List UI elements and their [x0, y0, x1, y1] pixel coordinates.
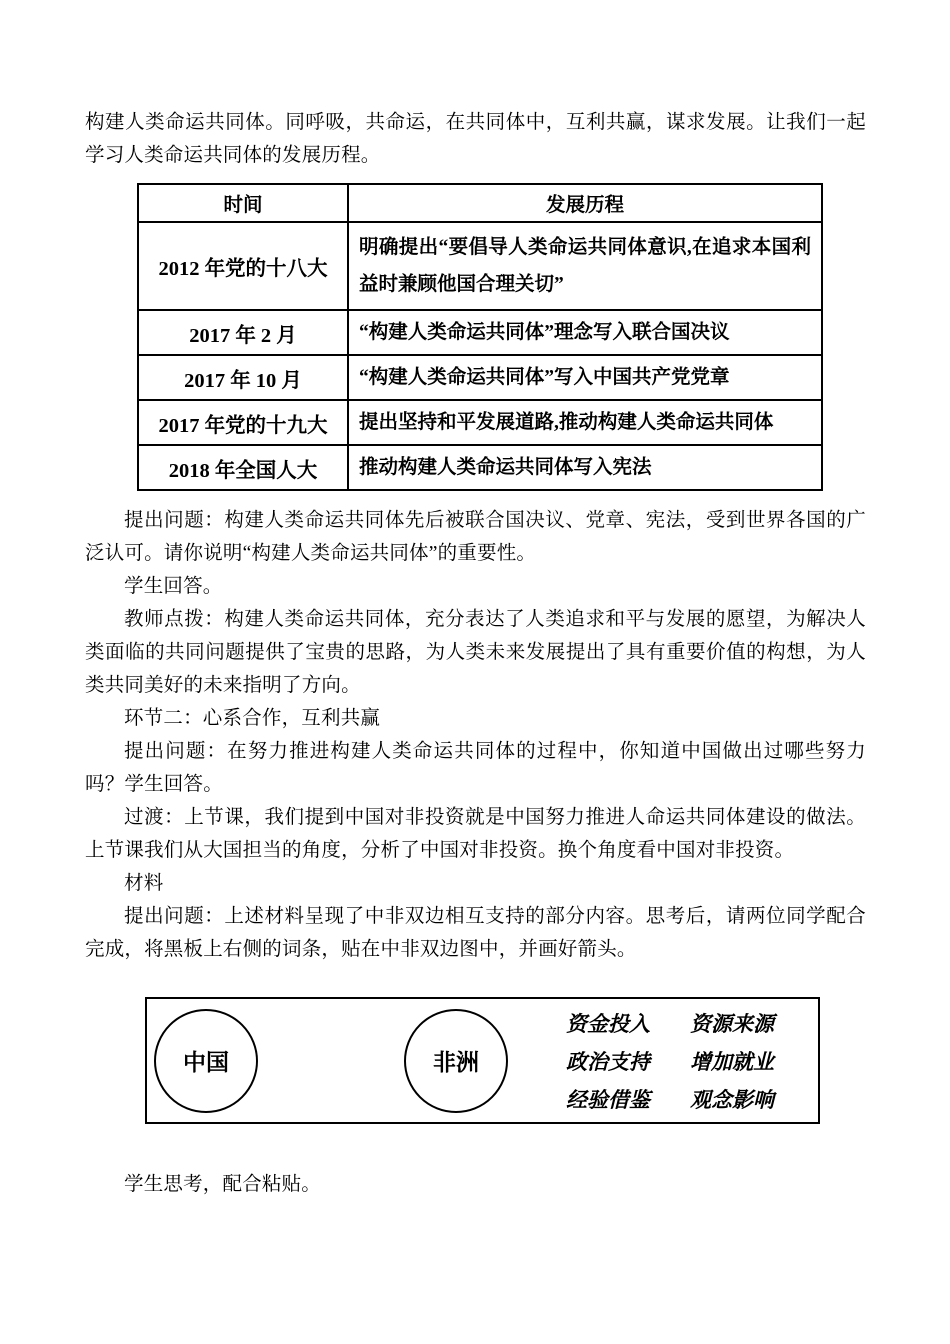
section-heading: 环节二：心系合作，互利共赢	[124, 708, 381, 729]
africa-circle: 非洲	[404, 1009, 508, 1113]
table-cell-time: 2018 年全国人大	[138, 445, 348, 490]
paragraph-student-answer: 学生回答。	[124, 576, 223, 597]
paragraph-question2: 提出问题：在努力推进构建人类命运共同体的过程中，你知道中国做出过哪些努力吗？学生回答。	[85, 741, 866, 795]
table-cell-event: “构建人类命运共同体”写入中国共产党党章	[348, 355, 822, 400]
word-tiles	[566, 1008, 774, 1114]
table-cell-event: 提出坚持和平发展道路,推动构建人类命运共同体	[348, 400, 822, 445]
table-row	[138, 445, 822, 490]
table-row	[138, 400, 822, 445]
table-header-time: 时间	[138, 184, 348, 222]
paragraph-question3: 提出问题：上述材料呈现了中非双边相互支持的部分内容。思考后，请两位同学配合完成，将黑板上右侧的词条，贴在中非双边图中，并画好箭头。	[85, 906, 866, 960]
table-row	[138, 222, 822, 310]
paragraph-material: 材料	[124, 873, 164, 894]
table-row	[138, 310, 822, 355]
table-cell-event: 推动构建人类命运共同体写入宪法	[348, 445, 822, 490]
table-cell-event: 明确提出“要倡导人类命运共同体意识,在追求本国利益时兼顾他国合理关切”	[348, 222, 822, 310]
word-tile: 经验借鉴	[566, 1087, 650, 1112]
table-cell-time: 2012 年党的十八大	[138, 222, 348, 310]
paragraph-question1: 提出问题：构建人类命运共同体先后被联合国决议、党章、宪法，受到世界各国的广泛认可。请你说明“构建人类命运共同体”的重要性。	[85, 510, 866, 564]
table-header-row	[138, 184, 822, 222]
china-africa-diagram	[145, 997, 820, 1124]
china-circle: 中国	[154, 1009, 258, 1113]
timeline-table	[137, 183, 823, 491]
paragraph-teacher-note: 教师点拨：构建人类命运共同体，充分表达了人类追求和平与发展的愿望，为解决人类面临的共同问题提供了宝贵的思路，为人类未来发展提出了具有重要价值的构想，为人类共同美好的未来指明了方向。	[85, 609, 866, 696]
table-cell-event: “构建人类命运共同体”理念写入联合国决议	[348, 310, 822, 355]
table-cell-time: 2017 年 10 月	[138, 355, 348, 400]
table-header-history: 发展历程	[348, 184, 822, 222]
table-cell-time: 2017 年党的十九大	[138, 400, 348, 445]
word-tile: 政治支持	[566, 1049, 650, 1074]
table-cell-time: 2017 年 2 月	[138, 310, 348, 355]
paragraph-transition: 过渡：上节课，我们提到中国对非投资就是中国努力推进人命运共同体建设的做法。上节课我们从大国担当的角度，分析了中国对非投资。换个角度看中国对非投资。	[85, 807, 866, 861]
word-tile: 增加就业	[690, 1049, 774, 1074]
word-tile: 观念影响	[690, 1087, 774, 1112]
word-tile: 资金投入	[566, 1011, 650, 1036]
word-tile: 资源来源	[690, 1011, 774, 1036]
paragraph-closing: 学生思考，配合粘贴。	[124, 1174, 322, 1195]
paragraph-intro: 构建人类命运共同体。同呼吸，共命运，在共同体中，互利共赢，谋求发展。让我们一起学习人类命运共同体的发展历程。	[85, 112, 866, 166]
table-row	[138, 355, 822, 400]
